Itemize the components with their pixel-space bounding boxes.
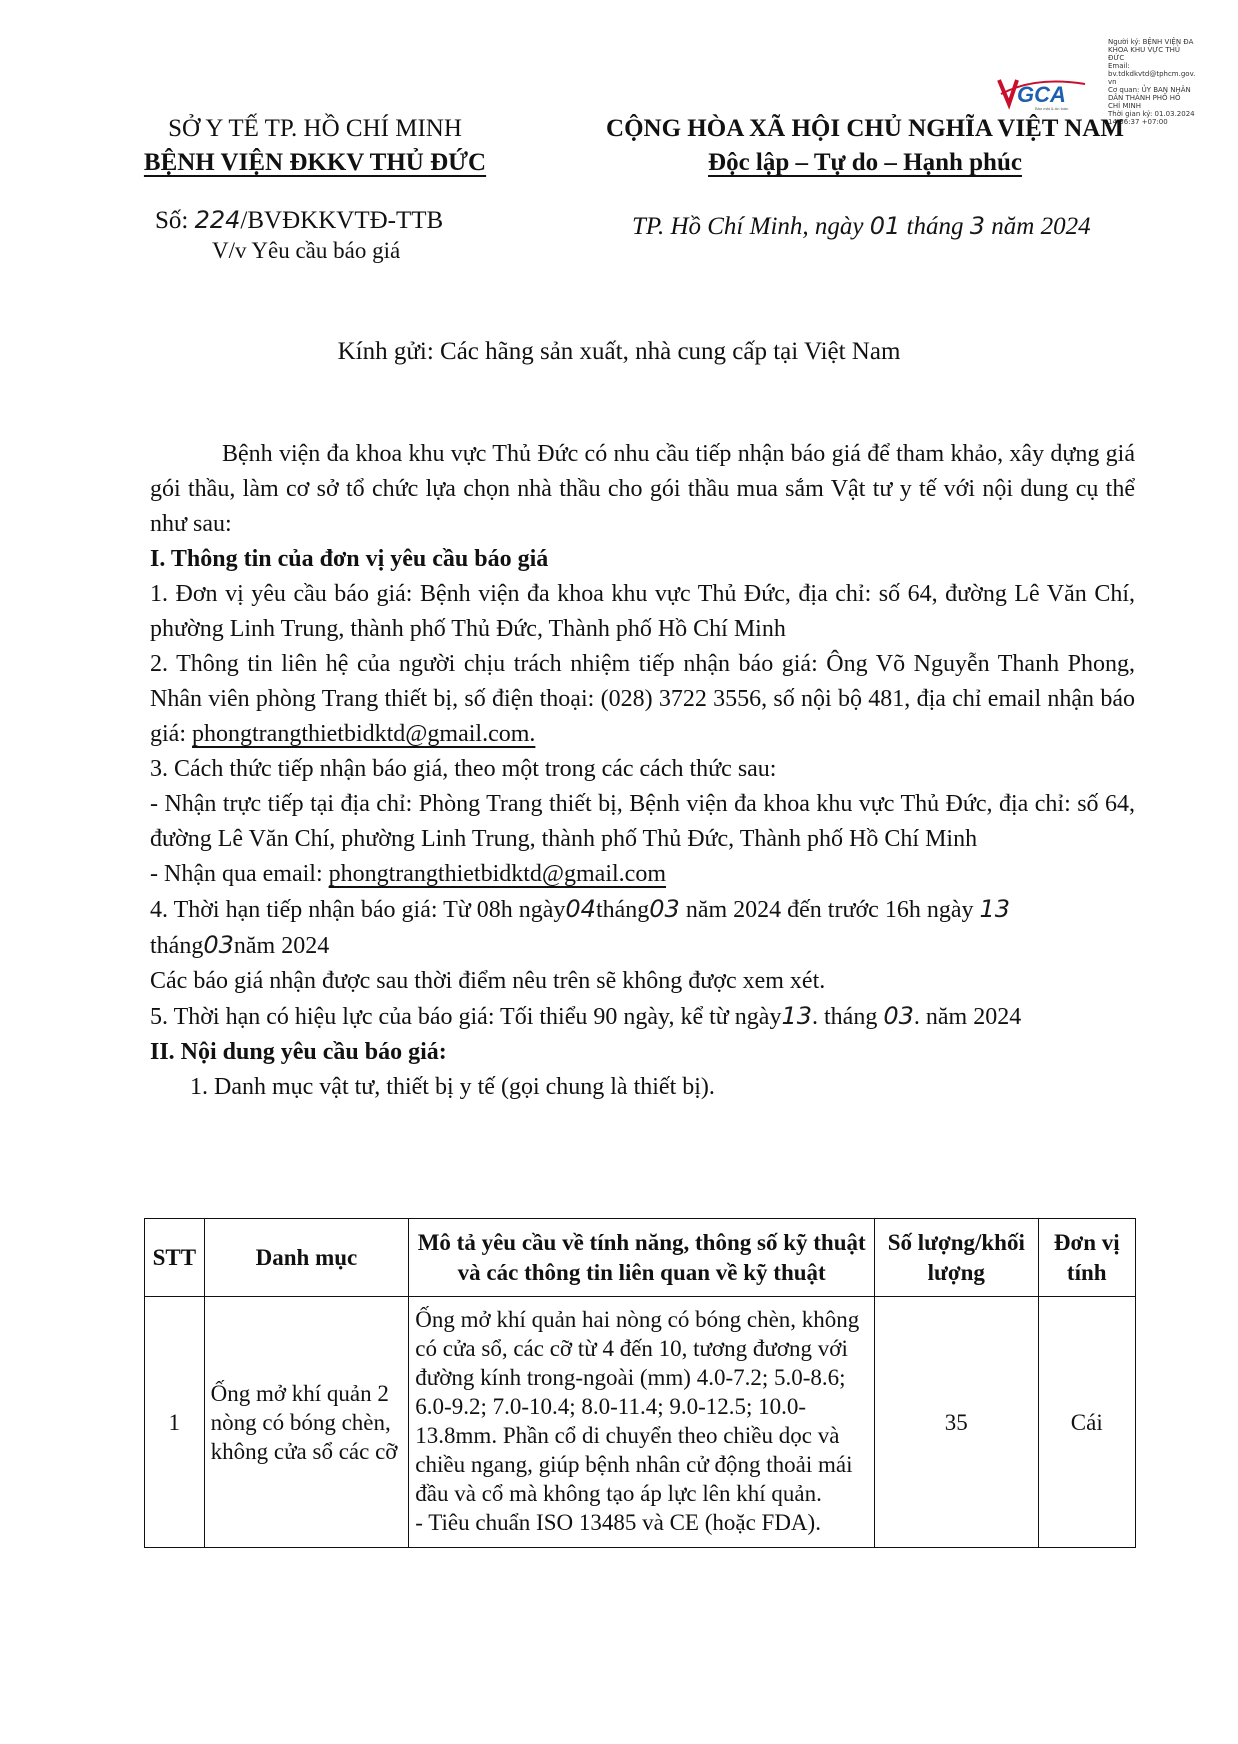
svg-text:GCA: GCA: [1017, 82, 1066, 107]
signature-line: bv.tdkdkvtd@tphcm.gov.: [1108, 70, 1196, 78]
document-subject: V/v Yêu cầu báo giá: [212, 238, 401, 263]
cell-stt: 1: [145, 1297, 205, 1548]
document-date: TP. Hồ Chí Minh, ngày 01 tháng 3 năm 2024: [632, 212, 1091, 240]
department-name: SỞ Y TẾ TP. HỒ CHÍ MINH: [168, 115, 462, 142]
section-1-item-3: 3. Cách thức tiếp nhận báo giá, theo một trong các cách thức sau:: [150, 756, 777, 782]
contact-email-link[interactable]: phongtrangthietbidktd@gmail.com.: [192, 721, 536, 747]
section-1-item-2: 2. Thông tin liên hệ của người chịu trách nhiệm tiếp nhận báo giá: Ông Võ Nguyễn Thanh Phong, Nhân viên phòng Trang thiết bị, số điện thoại: (028) 3722 3556, số nội bộ 481, địa chỉ email nhận báo giá: phongtrangthietbidktd@gmail.com.: [150, 651, 1135, 747]
country-title: CỘNG HÒA XÃ HỘI CHỦ NGHĨA VIỆT NAM: [606, 115, 1124, 142]
section-1-item-3a: - Nhận trực tiếp tại địa chỉ: Phòng Trang thiết bị, Bệnh viện đa khoa khu vực Thủ Đức, địa chỉ: số 64, đường Lê Văn Chí, phường Linh Trung, thành phố Thủ Đức, Thành phố Hồ Chí Minh: [150, 791, 1135, 852]
signature-line: Email:: [1108, 62, 1130, 70]
table-row: [145, 1297, 1136, 1548]
signature-line: Cơ quan: ỦY BAN NHÂN: [1108, 86, 1191, 94]
issuer-block: [105, 112, 525, 180]
national-motto-block: [545, 112, 1185, 180]
description-standard: - Tiêu chuẩn ISO 13485 và CE (hoặc FDA).: [415, 1510, 821, 1535]
submission-email-link[interactable]: phongtrangthietbidktd@gmail.com: [328, 861, 666, 887]
section-2-title: II. Nội dung yêu cầu báo giá:: [150, 1039, 447, 1065]
handwritten-number: 224: [194, 206, 241, 234]
section-1-item-5: 5. Thời hạn có hiệu lực của báo giá: Tối thiểu 90 ngày, kể từ ngày13. tháng 03. năm 2024: [150, 1002, 1022, 1030]
section-2-list-intro: 1. Danh mục vật tư, thiết bị y tế (gọi chung là thiết bị).: [190, 1074, 715, 1100]
signature-line: KHOA KHU VỰC THỦ: [1108, 46, 1181, 54]
cell-quantity: 35: [875, 1297, 1038, 1548]
signature-line: ĐỨC: [1108, 54, 1125, 62]
hospital-name: BỆNH VIỆN ĐKKV THỦ ĐỨC: [143, 149, 487, 176]
svg-text:Bảo mật & An toàn: Bảo mật & An toàn: [1035, 106, 1069, 111]
section-1-item-3b: - Nhận qua email: phongtrangthietbidktd@gmail.com: [150, 861, 666, 887]
description-text: Ống mở khí quản hai nòng có bóng chèn, không có cửa sổ, các cỡ từ 4 đến 10, tương đương với đường kính trong-ngoài (mm) 4.0-7.2; 5.0-8.6; 6.0-9.2; 7.0-10.4; 8.0-11.4; 9.0-12.5; 10.0-13.8mm. Phần cổ di chuyển theo chiều dọc và chiều ngang, giúp bệnh nhân cử động thoải mái đầu và cổ mà không tạo áp lực lên khí quản.: [415, 1307, 860, 1506]
document-body: [150, 437, 1135, 1105]
signature-line: Thời gian ký: 01.03.2024: [1108, 110, 1195, 118]
requirements-table: [144, 1218, 1136, 1548]
cell-description: [409, 1297, 875, 1548]
header-description: Mô tả yêu cầu về tính năng, thông số kỹ thuật và các thông tin liên quan về kỹ thuật: [409, 1219, 875, 1297]
section-1-item-4: 4. Thời hạn tiếp nhận báo giá: Từ 08h ngày04tháng03 năm 2024 đến trước 16h ngày 13 tháng03năm 2024: [150, 895, 1011, 959]
header-unit: Đơn vị tính: [1038, 1219, 1136, 1297]
signature-line: 14:36:37 +07:00: [1108, 118, 1168, 126]
signature-line: DÂN THÀNH PHỐ HỒ: [1108, 94, 1181, 102]
cell-name: Ống mở khí quản 2 nòng có bóng chèn, không cửa sổ các cỡ: [204, 1297, 409, 1548]
table-header-row: [145, 1219, 1136, 1297]
signature-line: Người ký: BỆNH VIỆN ĐA: [1108, 38, 1194, 46]
recipient-line: Kính gửi: Các hãng sản xuất, nhà cung cấp tại Việt Nam: [337, 338, 901, 365]
document-number: Số: 224/BVĐKKVTĐ-TTB: [155, 206, 444, 234]
header-stt: STT: [145, 1219, 205, 1297]
handwritten-month: 3: [969, 212, 986, 240]
section-1-item-4-note: Các báo giá nhận được sau thời điểm nêu trên sẽ không được xem xét.: [150, 968, 826, 994]
handwritten-day: 01: [869, 212, 901, 240]
motto: Độc lập – Tự do – Hạnh phúc: [708, 149, 1022, 176]
intro-paragraph: Bệnh viện đa khoa khu vực Thủ Đức có nhu cầu tiếp nhận báo giá để tham khảo, xây dựng giá gói thầu, làm cơ sở tổ chức lựa chọn nhà thầu cho gói thầu mua sắm Vật tư y tế với nội dung cụ thể như sau:: [150, 441, 1135, 537]
signature-line: vn: [1108, 78, 1117, 86]
cell-unit: Cái: [1038, 1297, 1136, 1548]
section-1-title: I. Thông tin của đơn vị yêu cầu báo giá: [150, 546, 549, 572]
header-quantity: Số lượng/khối lượng: [875, 1219, 1038, 1297]
vgca-logo-icon: [995, 74, 1090, 112]
section-1-item-1: 1. Đơn vị yêu cầu báo giá: Bệnh viện đa khoa khu vực Thủ Đức, địa chỉ: số 64, đường Lê Văn Chí, phường Linh Trung, thành phố Thủ Đức, Thành phố Hồ Chí Minh: [150, 581, 1135, 642]
signature-line: CHÍ MINH: [1108, 102, 1142, 110]
header-name: Danh mục: [204, 1219, 409, 1297]
